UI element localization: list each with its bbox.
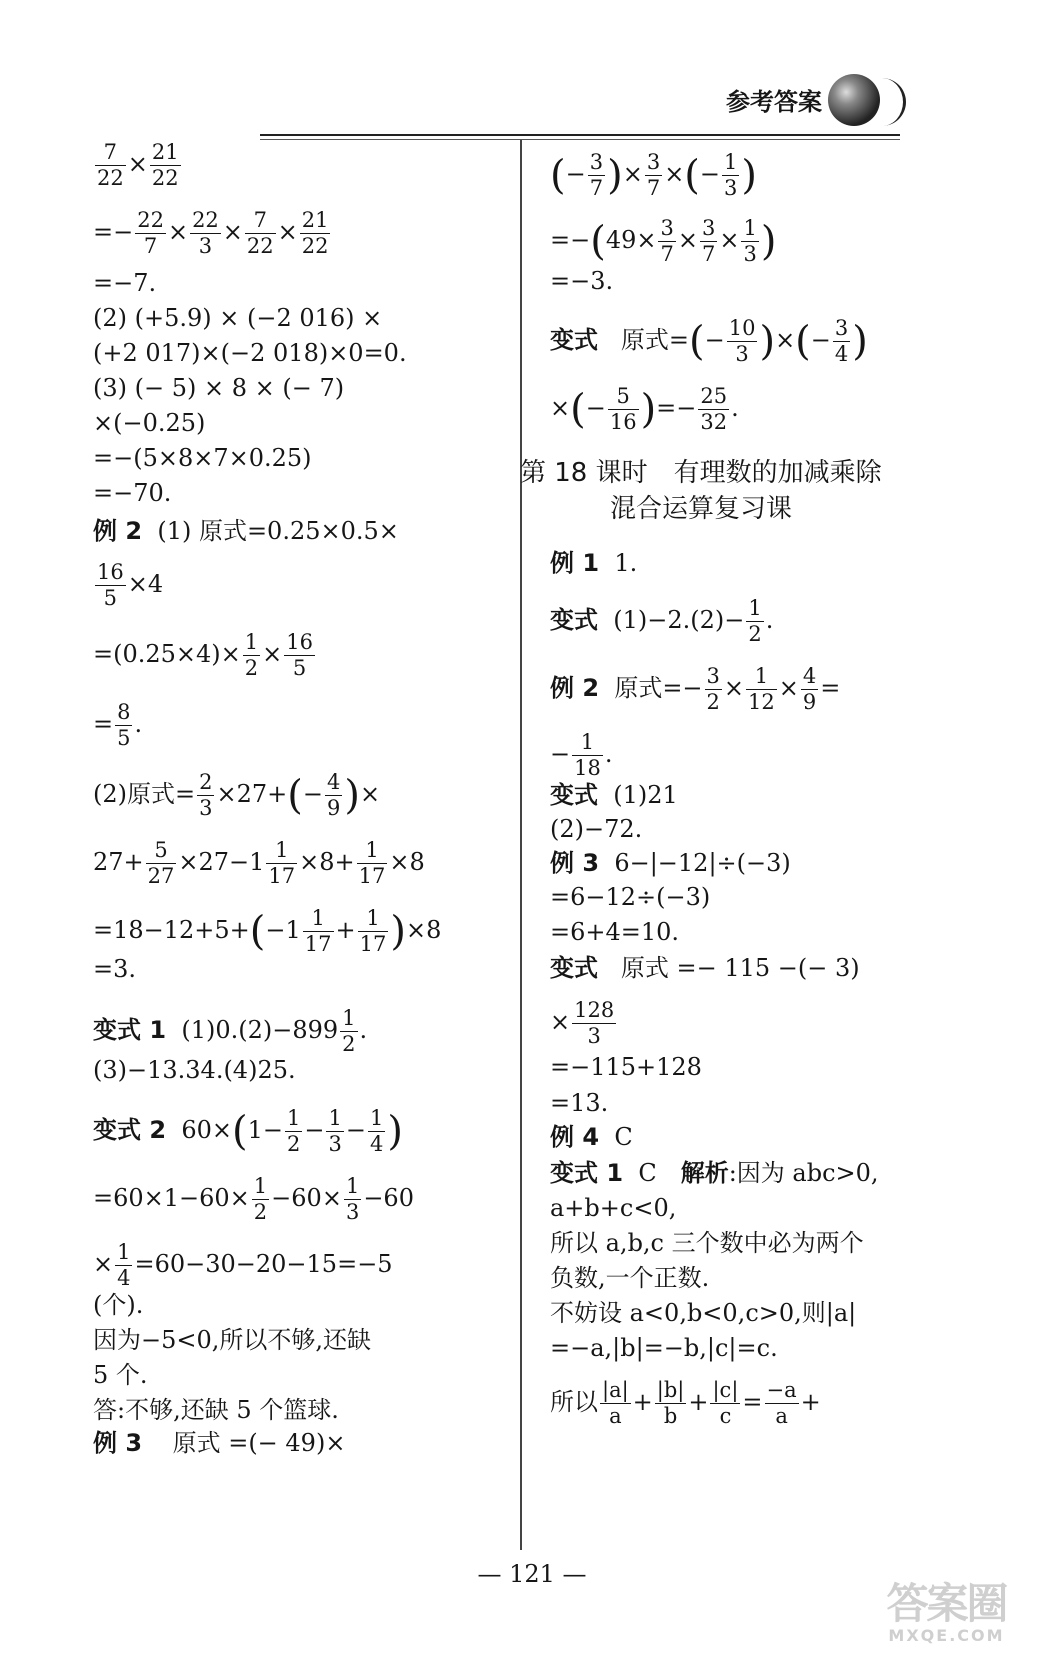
line: =−3.	[550, 267, 614, 295]
fraction: $\frac{1}{17}$	[268, 838, 296, 888]
example-label: 例 3	[93, 1429, 143, 1457]
line: ×(−0.25)	[93, 409, 206, 437]
line: ×(− $\frac{5}{16}$ )=− $\frac{25}{32}$ .	[550, 384, 739, 434]
line: (个).	[93, 1291, 144, 1319]
example-label: 例 4	[550, 1123, 600, 1151]
fraction: $\frac{21}{22}$	[301, 208, 329, 258]
fraction: $\frac{22}{3}$	[192, 208, 219, 258]
line: 变式 原式 =− 115 −(− 3)	[550, 954, 860, 982]
fraction: $\frac{1}{2}$	[286, 1106, 301, 1156]
line: 所以 a,b,c 三个数中必为两个	[550, 1229, 864, 1257]
example-label: 例 2	[550, 674, 600, 702]
line: =− $\frac{22}{7}$ × $\frac{22}{3}$ × $\frac{7}{22}$ × $\frac{21}{22}$	[93, 208, 329, 258]
lesson-title: 第 18 课时 有理数的加减乘除	[520, 458, 882, 488]
line: (2)原式= $\frac{2}{3}$ ×27+(− $\frac{4}{9}$ )×	[93, 770, 381, 820]
fraction: $\frac{1}{17}$	[304, 906, 332, 956]
fraction: $\frac{3}{4}$	[834, 316, 849, 366]
line: × $\frac{128}{3}$	[550, 998, 615, 1048]
fraction: $\frac{3}{7}$	[646, 150, 661, 200]
fraction: $\frac{1}{4}$	[117, 1240, 131, 1290]
line: =−7.	[93, 269, 157, 297]
line: 例 3 6−|−12|÷(−3)	[550, 849, 791, 877]
fraction: $\frac{7}{22}$	[97, 140, 124, 190]
fraction: $\frac{1}{12}$	[748, 664, 775, 714]
variant-label: 变式 1	[550, 1159, 624, 1187]
fraction: $\frac{16}{5}$	[286, 630, 313, 680]
fraction: $\frac{3}{2}$	[706, 664, 720, 714]
fraction: $\frac{-a}{a}$	[766, 1378, 797, 1428]
fraction: $\frac{1}{3}$	[724, 150, 738, 200]
line: =6−12÷(−3)	[550, 883, 711, 911]
lesson-subtitle: 混合运算复习课	[610, 494, 793, 524]
fraction: $\frac{1}{3}$	[743, 216, 757, 266]
line: 例 1 1.	[550, 549, 638, 577]
fraction: $\frac{1}{2}$	[244, 630, 259, 680]
line: 例 4 C	[550, 1123, 633, 1151]
fraction: $\frac{5}{16}$	[609, 384, 637, 434]
line: =−70.	[93, 479, 172, 507]
line: 变式 原式=(− $\frac{10}{3}$ )×(− $\frac{3}{4}$ )	[550, 316, 868, 366]
variant-label: 变式	[550, 606, 598, 634]
line: 负数,一个正数.	[550, 1264, 710, 1292]
fraction: $\frac{3}{7}$	[701, 216, 716, 266]
line: = $\frac{8}{5}$ .	[93, 700, 143, 750]
fraction: $\frac{1}{3}$	[328, 1106, 342, 1156]
line: (3)−13.34.(4)25.	[93, 1056, 296, 1084]
fraction: $\frac{128}{3}$	[574, 998, 615, 1048]
line: =3.	[93, 955, 137, 983]
header-title: 参考答案	[726, 88, 822, 116]
fraction: $\frac{|c|}{c}$	[712, 1378, 739, 1428]
page-header	[260, 70, 940, 140]
fraction: $\frac{1}{17}$	[359, 906, 387, 956]
fraction: $\frac{4}{9}$	[326, 770, 341, 820]
line: =6+4=10.	[550, 918, 680, 946]
line: 不妨设 a<0,b<0,c>0,则|a|	[550, 1299, 857, 1327]
fraction: $\frac{5}{27}$	[147, 838, 175, 888]
line: 所以 $\frac{|a|}{a}$ + $\frac{|b|}{b}$ + $\frac{|c|}{c}$ = $\frac{-a}{a}$ +	[550, 1378, 821, 1428]
line: =13.	[550, 1089, 609, 1117]
fraction: $\frac{1}{18}$	[574, 730, 601, 780]
header-rule	[260, 134, 900, 136]
line: 例 3 原式 =(− 49)×	[93, 1429, 346, 1457]
line: (2) (+5.9) × (−2 016) ×	[93, 304, 383, 332]
line: × $\frac{1}{4}$ =60−30−20−15=−5	[93, 1240, 393, 1290]
variant-label: 变式 1	[93, 1016, 167, 1044]
fraction: $\frac{3}{7}$	[589, 150, 604, 200]
line: =−a,|b|=−b,|c|=c.	[550, 1334, 778, 1362]
watermark-url: MXQE.COM	[888, 1626, 1005, 1645]
fraction: $\frac{7}{22}$	[246, 208, 274, 258]
line: 27+ $\frac{5}{27}$ ×27−1 $\frac{1}{17}$ ×8+ $\frac{1}{17}$ ×8	[93, 838, 425, 888]
line: =60×1−60× $\frac{1}{2}$ −60× $\frac{1}{3}$ −60	[93, 1174, 414, 1224]
watermark-logo	[859, 1579, 1034, 1652]
line: − $\frac{1}{18}$ .	[550, 730, 613, 780]
fraction: $\frac{1}{2}$	[253, 1174, 268, 1224]
line: 变式 2 60×(1− $\frac{1}{2}$ − $\frac{1}{3}$ − $\frac{1}{4}$ )	[93, 1106, 403, 1156]
variant-label: 变式	[550, 781, 598, 809]
fraction: $\frac{21}{22}$	[151, 140, 179, 190]
fraction: $\frac{1}{2}$	[342, 1006, 356, 1056]
fraction: $\frac{|b|}{b}$	[656, 1378, 685, 1428]
variant-label: 变式	[550, 326, 598, 354]
example-label: 例 1	[550, 549, 600, 577]
line: $\frac{7}{22}$ × $\frac{21}{22}$	[97, 140, 179, 190]
fraction: $\frac{22}{7}$	[137, 208, 164, 258]
fraction: $\frac{1}{3}$	[345, 1174, 360, 1224]
line: (+2 017)×(−2 018)×0=0.	[93, 339, 407, 367]
fraction: $\frac{1}{2}$	[748, 596, 762, 646]
fraction: $\frac{1}{17}$	[358, 838, 386, 888]
fraction: $\frac{1}{4}$	[369, 1106, 384, 1156]
variant-label: 变式 2	[93, 1116, 167, 1144]
line: =−(49× $\frac{3}{7}$ × $\frac{3}{7}$ × $\frac{1}{3}$ )	[550, 216, 777, 266]
line: 变式 (1)21	[550, 781, 678, 809]
line: 例 2 (1) 原式=0.25×0.5×	[93, 517, 399, 545]
line: (3) (− 5) × 8 × (− 7)	[93, 374, 345, 402]
header-rule-thin	[260, 139, 900, 140]
line: (2)−72.	[550, 815, 643, 843]
fraction: $\frac{3}{7}$	[660, 216, 674, 266]
watermark-text: 答案圈	[886, 1579, 1007, 1628]
header-arc-decoration	[873, 78, 906, 126]
line: =−(5×8×7×0.25)	[93, 444, 312, 472]
line: =18−12+5+(−1 $\frac{1}{17}$ + $\frac{1}{17}$ )×8	[93, 906, 442, 956]
line: $\frac{16}{5}$ ×4	[97, 560, 164, 610]
example-label: 例 2	[93, 517, 143, 545]
line: 变式 1 C 解析:因为 abc>0,	[550, 1159, 879, 1187]
line: (− $\frac{3}{7}$ )× $\frac{3}{7}$ ×(− $\frac{1}{3}$ )	[550, 150, 757, 200]
line: =(0.25×4)× $\frac{1}{2}$ × $\frac{16}{5}$	[93, 630, 313, 680]
fraction: $\frac{2}{3}$	[199, 770, 213, 820]
fraction: $\frac{4}{9}$	[802, 664, 817, 714]
line: 答:不够,还缺 5 个篮球.	[93, 1396, 339, 1424]
fraction: $\frac{|a|}{a}$	[602, 1378, 629, 1428]
fraction: $\frac{8}{5}$	[117, 700, 131, 750]
line: 5 个.	[93, 1361, 148, 1389]
column-divider	[520, 140, 522, 1550]
fraction: $\frac{16}{5}$	[97, 560, 124, 610]
line: 因为−5<0,所以不够,还缺	[93, 1326, 372, 1354]
line: 变式 1 (1)0.(2)−899 $\frac{1}{2}$ .	[93, 1006, 368, 1056]
line: 例 2 原式=− $\frac{3}{2}$ × $\frac{1}{12}$ × $\frac{4}{9}$ =	[550, 664, 841, 714]
fraction: $\frac{10}{3}$	[728, 316, 756, 366]
line: a+b+c<0,	[550, 1194, 677, 1222]
variant-label: 变式	[550, 954, 598, 982]
line: 变式 (1)−2.(2)− $\frac{1}{2}$ .	[550, 596, 774, 646]
page-number: — 121 —	[477, 1560, 587, 1588]
example-label: 例 3	[550, 849, 600, 877]
line: =−115+128	[550, 1053, 702, 1081]
fraction: $\frac{25}{32}$	[700, 384, 728, 434]
